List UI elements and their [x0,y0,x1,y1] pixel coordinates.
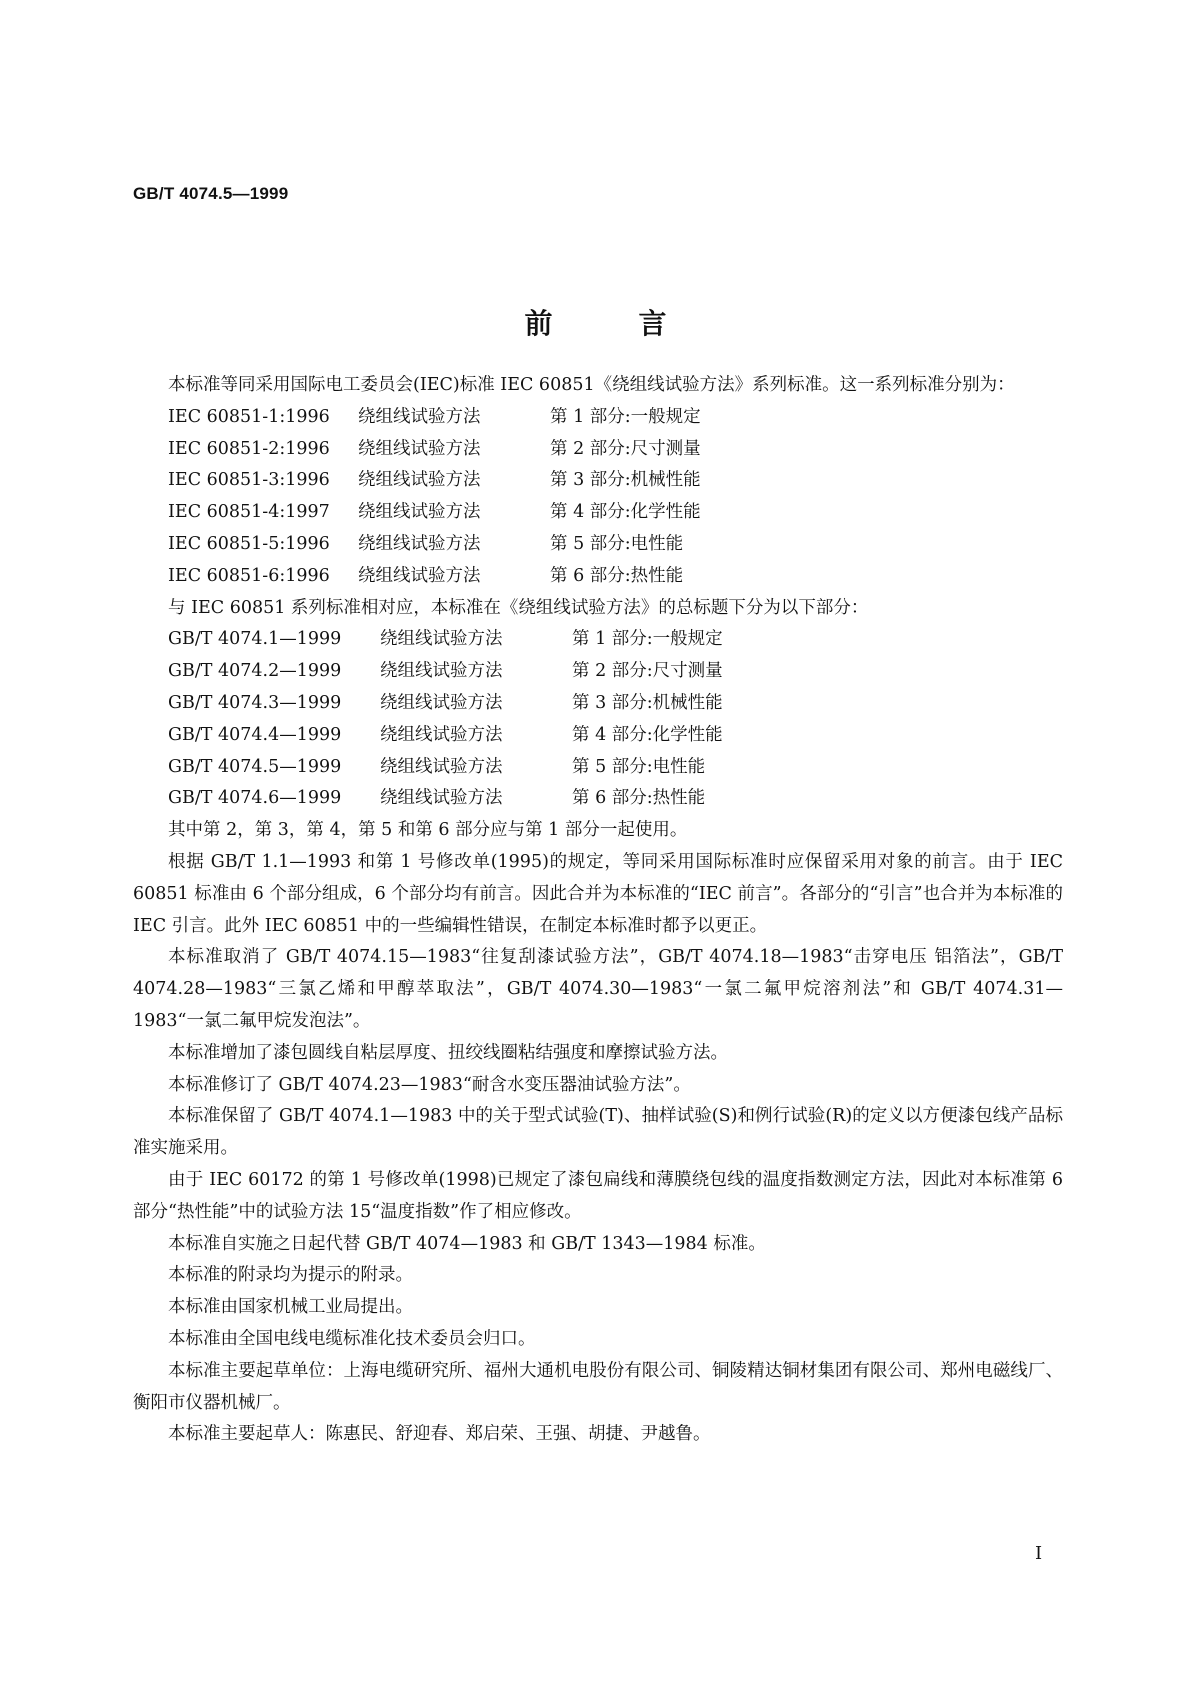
body-paragraph: 本标准取消了 GB/T 4074.15—1983“往复刮漆试验方法”，GB/T 4074.18—1983“击穿电压 铝箔法”，GB/T 4074.28—1983“三氯乙烯和甲醇萃取法”，GB/T 4074.30—1983“一氯二氟甲烷溶剂法”和 GB/T 4074.31—1983“一氯二氟甲烷发泡法”。 [133,947,1069,1031]
list-item-code: IEC 60851-5:1996 [168,533,330,554]
list-item-name: 绕组线试验方法 [380,756,503,777]
list-item [133,434,1063,466]
body-paragraph: 根据 GB/T 1.1—1993 和第 1 号修改单(1995)的规定，等同采用国际标准时应保留采用对象的前言。由于 IEC 60851 标准由 6 个部分组成，6 个部分均有前言。因此合并为本标准的“IEC 前言”。各部分的“引言”也合并为本标准的 IEC 引言。此外 IEC 60851 中的一些编辑性错误，在制定本标准时都予以更正。 [133,851,1069,936]
list-item-code: IEC 60851-1:1996 [168,406,330,427]
document-body [133,370,1069,1451]
list-item [133,402,1063,434]
list-item-part: 第 3 部分:机械性能 [572,692,723,713]
list-item-part: 第 4 部分:化学性能 [550,502,701,523]
list-item-code: IEC 60851-2:1996 [168,438,330,459]
list-item-code: GB/T 4074.6—1999 [168,788,342,809]
list-item-name: 绕组线试验方法 [358,470,481,491]
list-item [133,720,1063,752]
body-paragraph: 本标准增加了漆包圆线自粘层厚度、扭绞线圈粘结强度和摩擦试验方法。 [168,1042,728,1063]
list-item [133,561,1063,593]
list-item-part: 第 4 部分:化学性能 [572,724,723,745]
list-item [133,783,1063,815]
title-char-2: 言 [638,307,667,340]
page-number: I [1035,1543,1043,1564]
list-item-part: 第 6 部分:热性能 [572,788,706,809]
list-item-code: IEC 60851-4:1997 [168,502,330,523]
list-item-code: GB/T 4074.4—1999 [168,724,342,745]
list-item-name: 绕组线试验方法 [358,565,481,586]
list-item-name: 绕组线试验方法 [380,724,503,745]
body-paragraph: 本标准主要起草单位：上海电缆研究所、福州大通机电股份有限公司、铜陵精达铜材集团有限公司、郑州电磁线厂、衡阳市仪器机械厂。 [133,1360,1063,1413]
list-item-part: 第 1 部分:一般规定 [572,629,723,650]
list-item-code: GB/T 4074.1—1999 [168,629,342,650]
standard-code-header: GB/T 4074.5—1999 [133,184,289,203]
list-item-name: 绕组线试验方法 [380,692,503,713]
body-paragraph: 本标准修订了 GB/T 4074.23—1983“耐含水变压器油试验方法”。 [168,1074,691,1095]
list-item [133,624,1063,656]
list-item-code: GB/T 4074.2—1999 [168,661,342,682]
list-item-code: IEC 60851-6:1996 [168,565,330,586]
intro-paragraph: 本标准等同采用国际电工委员会(IEC)标准 IEC 60851《绕组线试验方法》系列标准。这一系列标准分别为： [168,375,1015,395]
list-item-code: GB/T 4074.3—1999 [168,692,342,713]
list-item-code: GB/T 4074.5—1999 [168,756,342,777]
list-item-name: 绕组线试验方法 [358,438,481,459]
list-item-code: IEC 60851-3:1996 [168,470,330,491]
list-item-part: 第 2 部分:尺寸测量 [550,438,701,459]
page-title [0,306,1191,342]
list-item [133,688,1063,720]
list-item-part: 第 5 部分:电性能 [550,533,684,554]
list-item-name: 绕组线试验方法 [380,661,503,682]
list-item-name: 绕组线试验方法 [358,502,481,523]
list-item [133,656,1063,688]
list-item-part: 第 2 部分:尺寸测量 [572,661,723,682]
body-paragraph: 本标准保留了 GB/T 4074.1—1983 中的关于型式试验(T)、抽样试验(S)和例行试验(R)的定义以方便漆包线产品标准实施采用。 [133,1106,1063,1159]
body-paragraph: 其中第 2，第 3，第 4，第 5 和第 6 部分应与第 1 部分一起使用。 [168,820,688,841]
list-item [133,497,1063,529]
body-paragraph: 由于 IEC 60172 的第 1 号修改单(1998)已规定了漆包扁线和薄膜绕包线的温度指数测定方法，因此对本标准第 6 部分“热性能”中的试验方法 15“温度指数”作了相应修改。 [133,1169,1069,1222]
list-item-name: 绕组线试验方法 [358,533,481,554]
body-paragraph: 本标准主要起草人：陈惠民、舒迎春、郑启荣、王强、胡捷、尹越鲁。 [168,1424,711,1445]
body-paragraph: 本标准自实施之日起代替 GB/T 4074—1983 和 GB/T 1343—1984 标准。 [168,1233,766,1254]
list-item [133,752,1063,784]
list-item-part: 第 1 部分:一般规定 [550,406,701,427]
list-item [133,529,1063,561]
body-paragraph: 本标准由全国电线电缆标准化技术委员会归口。 [168,1328,536,1349]
list-item-part: 第 5 部分:电性能 [572,756,706,777]
iec-standard-list [133,402,1063,593]
list-item-part: 第 3 部分:机械性能 [550,470,701,491]
list-item-name: 绕组线试验方法 [380,629,503,650]
list-item-name: 绕组线试验方法 [380,788,503,809]
list-item-part: 第 6 部分:热性能 [550,565,684,586]
list-item-name: 绕组线试验方法 [358,406,481,427]
body-paragraph: 本标准由国家机械工业局提出。 [168,1297,413,1318]
correspond-paragraph: 与 IEC 60851 系列标准相对应，本标准在《绕组线试验方法》的总标题下分为以下部分： [168,597,869,618]
gbt-standard-list [133,624,1063,815]
list-item [133,465,1063,497]
title-char-1: 前 [524,307,553,340]
body-paragraph: 本标准的附录均为提示的附录。 [168,1265,413,1286]
